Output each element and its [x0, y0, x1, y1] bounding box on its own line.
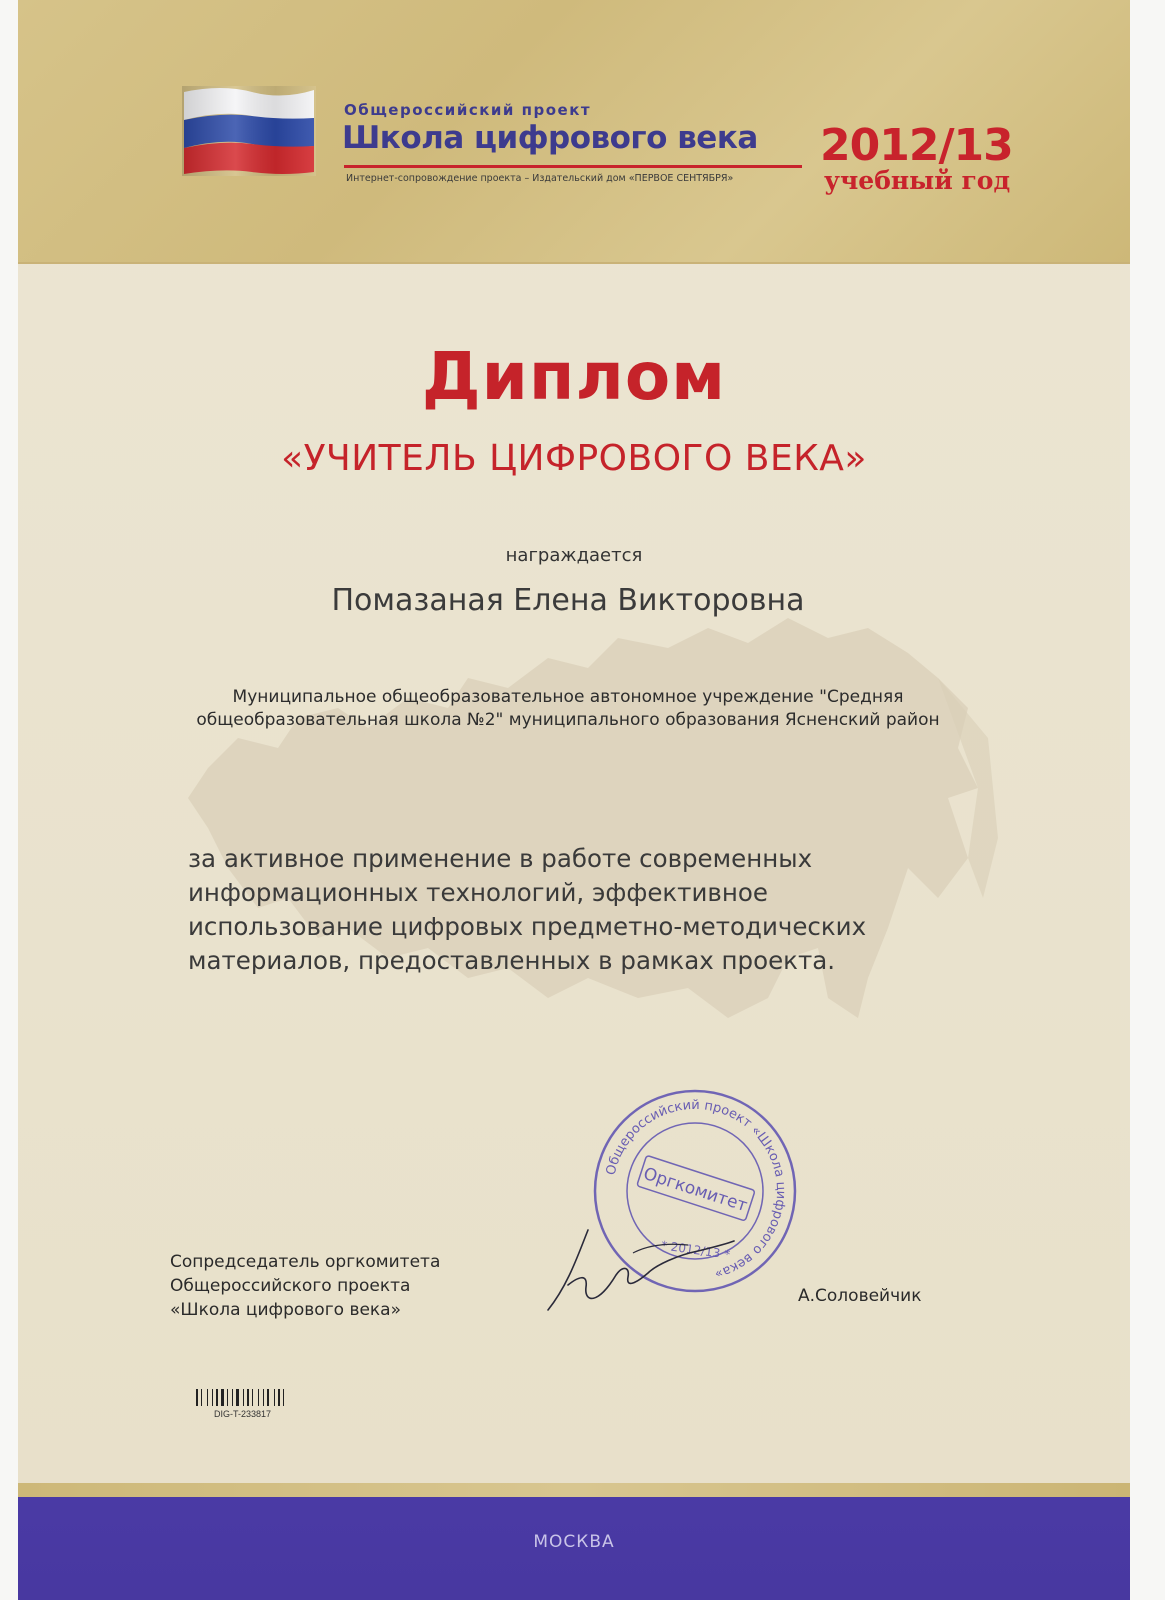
footer-city: МОСКВА: [533, 1532, 615, 1552]
signer-line: «Школа цифрового века»: [170, 1300, 402, 1320]
signer-line: Сопредседатель оргкомитета: [170, 1252, 441, 1272]
footer-band: [18, 1497, 1130, 1600]
diploma-subtitle: «УЧИТЕЛЬ ЦИФРОВОГО ВЕКА»: [281, 438, 867, 479]
header-band: [18, 0, 1130, 264]
diploma-sheet: [18, 0, 1130, 1600]
stamp-bottom-text: * 2012/13 *: [660, 1238, 731, 1262]
academic-year: 2012/13: [820, 120, 1013, 171]
award-reason: [188, 842, 908, 978]
awarded-label: награждается: [505, 545, 643, 566]
russian-flag-icon: [182, 86, 316, 176]
organization-line: Муниципальное общеобразовательное автономное учреждение "Средняя: [232, 687, 904, 707]
reason-line: использование цифровых предметно-методических: [188, 912, 867, 941]
handwritten-signature: [538, 1215, 738, 1325]
organization-text: [118, 686, 1018, 732]
diploma-title: Диплом: [421, 338, 727, 415]
barcode-number: DIG-T-233817: [214, 1409, 272, 1419]
stamp-center-text: Оргкомитет: [640, 1163, 750, 1217]
signer-name: А.Соловейчик: [798, 1286, 922, 1306]
signer-title: [170, 1250, 440, 1322]
academic-year-label: учебный год: [824, 166, 1011, 195]
project-prefix: Общероссийский проект: [344, 101, 592, 119]
footer-gold-strip: [18, 1483, 1130, 1497]
reason-line: информационных технологий, эффективное: [188, 878, 768, 907]
project-subtitle: Интернет-сопровождение проекта – Издательский дом «ПЕРВОЕ СЕНТЯБРЯ»: [346, 173, 734, 184]
title-divider: [344, 165, 802, 168]
reason-line: за активное применение в работе современных: [188, 844, 813, 873]
barcode: [196, 1389, 316, 1406]
signer-line: Общероссийского проекта: [170, 1276, 411, 1296]
organization-line: общеобразовательная школа №2" муниципального образования Ясненский район: [196, 710, 940, 730]
reason-line: материалов, предоставленных в рамках проекта.: [188, 946, 836, 975]
russia-map-watermark: [168, 598, 1008, 1078]
recipient-name: Помазаная Елена Викторовна: [331, 583, 805, 618]
stamp-ring-text: Общероссийский проект «Школа цифрового века»: [603, 1097, 789, 1282]
project-title: Школа цифрового века: [342, 120, 758, 156]
